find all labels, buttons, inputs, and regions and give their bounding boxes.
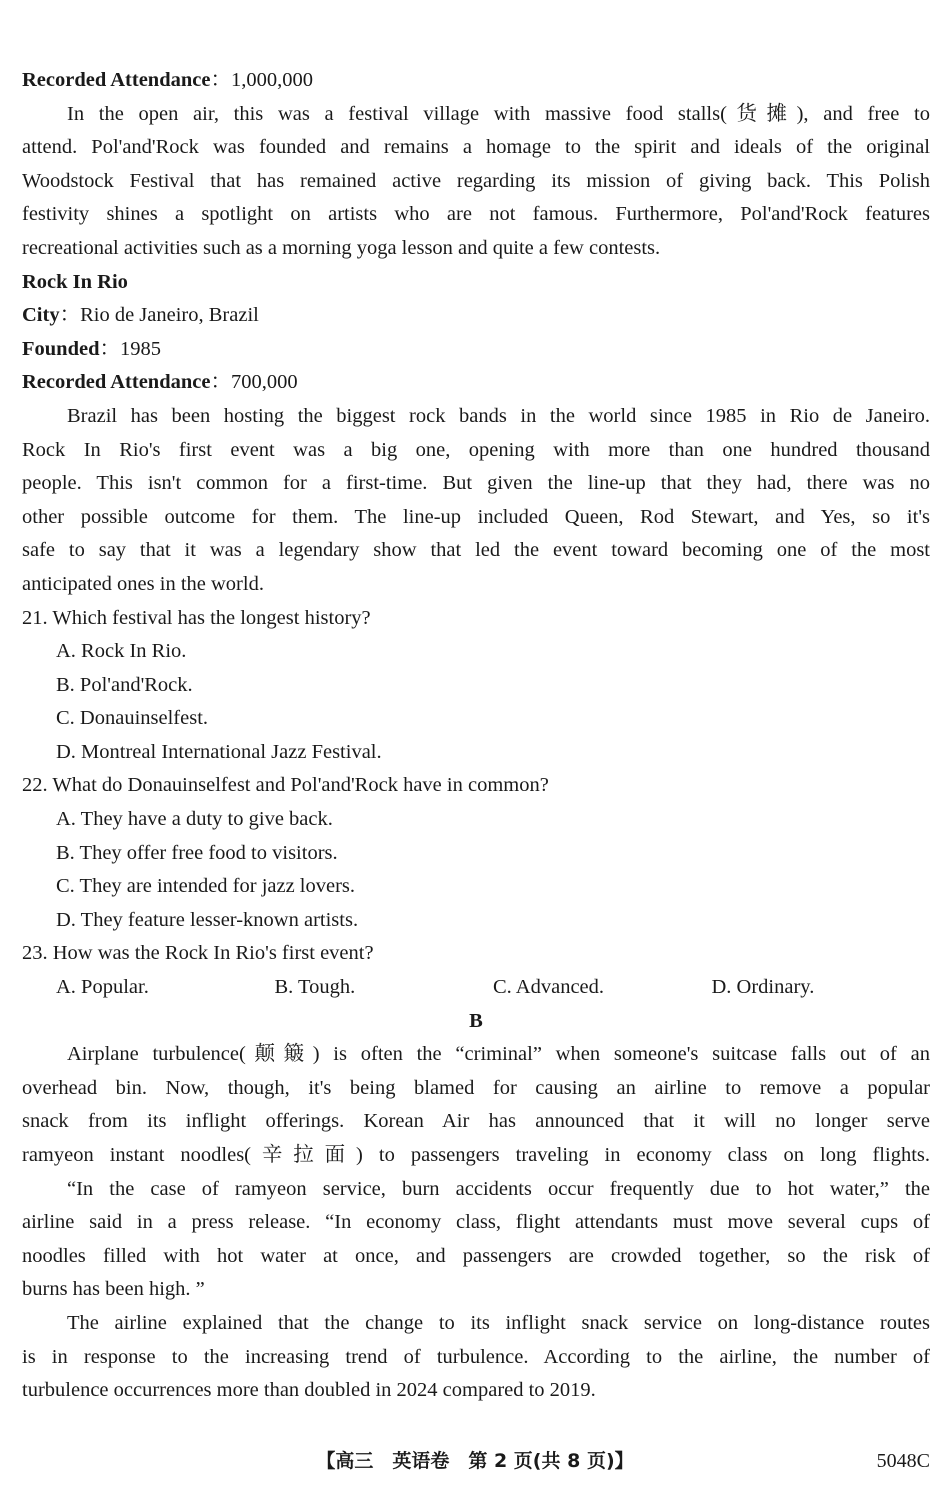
para-line: other possible outcome for them. The line-up included Queen, Rod Stewart, and Yes, so it's — [22, 505, 930, 528]
para-line: In the open air, this was a festival village with massive food stalls(货摊), and free to — [67, 102, 930, 125]
para-line: noodles filled with hot water at once, and passengers are crowded together, so the risk of — [22, 1244, 930, 1267]
city-label: City — [22, 304, 60, 327]
para-line: safe to say that it was a legendary show that led the event toward becoming one of the most — [22, 539, 930, 562]
attendance-label: Recorded Attendance — [22, 69, 211, 91]
para-line: The airline explained that the change to its inflight snack service on long-distance routes — [67, 1311, 930, 1334]
question-22-option-b: B. They offer free food to visitors. — [56, 841, 338, 864]
para-line: recreational activities such as a morning yoga lesson and quite a few contests. — [22, 236, 661, 259]
para-line: “In the case of ramyeon service, burn accidents occur frequently due to hot water,” the — [67, 1177, 930, 1200]
question-23-option-a: A. Popular. — [56, 976, 149, 999]
question-23-option-d: D. Ordinary. — [711, 976, 815, 999]
para-line: is in response to the increasing trend of turbulence. According to the airline, the number of — [22, 1345, 930, 1368]
question-21-option-d: D. Montreal International Jazz Festival. — [56, 740, 382, 763]
question-23-option-c: C. Advanced. — [493, 976, 605, 999]
para-line: ramyeon instant noodles(辛拉面) to passengers traveling in economy class on long flights. — [22, 1144, 930, 1166]
founded-label: Founded — [22, 337, 100, 360]
question-21-option-b: B. Pol'and'Rock. — [56, 673, 193, 696]
colon: ： — [210, 69, 231, 91]
colon: ： — [99, 337, 120, 360]
city-line — [22, 299, 930, 333]
para-line: attend. Pol'and'Rock was founded and remains a homage to the spirit and ideals of the original — [22, 136, 930, 159]
question-21-option-a: A. Rock In Rio. — [56, 640, 187, 663]
para-line: turbulence occurrences more than doubled in 2024 compared to 2019. — [22, 1379, 596, 1402]
para-line: airline said in a press release. “In economy class, flight attendants must move several cups of — [22, 1211, 930, 1234]
colon: ： — [210, 371, 231, 394]
question-23-stem: 23. How was the Rock In Rio's first event? — [22, 942, 374, 965]
question-21-option-c: C. Donauinselfest. — [56, 707, 209, 730]
para-line: burns has been high. ” — [22, 1278, 205, 1301]
question-23-option-b: B. Tough. — [274, 976, 356, 999]
para-line: Woodstock Festival that has remained active regarding its mission of giving back. This Polish — [22, 169, 930, 192]
question-21-stem: 21. Which festival has the longest history? — [22, 606, 371, 629]
attendance-label: Recorded Attendance — [22, 371, 211, 394]
footer-page-info: 【高三 英语卷 第 2 页(共 8 页)】 — [316, 1450, 634, 1472]
para-line: people. This isn't common for a first-time. But given the line-up that they had, there was no — [22, 472, 930, 495]
festival-title: Rock In Rio — [22, 270, 128, 293]
colon: ： — [59, 304, 81, 327]
question-22-stem: 22. What do Donauinselfest and Pol'and'Rock have in common? — [22, 774, 549, 797]
city-value: Rio de Janeiro, Brazil — [80, 304, 259, 327]
para-line: snack from its inflight offerings. Korean Air has announced that it will no longer serve — [22, 1110, 930, 1133]
section-b-heading: B — [469, 1009, 483, 1032]
attendance-value: 700,000 — [230, 371, 298, 394]
para-line: festivity shines a spotlight on artists who are not famous. Furthermore, Pol'and'Rock features — [22, 203, 930, 226]
founded-line — [22, 333, 930, 367]
attendance-value: 1,000,000 — [230, 69, 313, 91]
question-22-option-d: D. They feature lesser-known artists. — [56, 908, 359, 931]
para-line: overhead bin. Now, though, it's being blamed for causing an airline to remove a popular — [22, 1076, 930, 1099]
para-line: Brazil has been hosting the biggest rock bands in the world since 1985 in Rio de Janeiro. — [67, 404, 930, 427]
question-22-option-a: A. They have a duty to give back. — [56, 808, 333, 831]
footer-code: 5048C — [876, 1450, 930, 1472]
para-line: anticipated ones in the world. — [22, 572, 264, 595]
para-line: Airplane turbulence(颠簸) is often the “criminal” when someone's suitcase falls out of an — [67, 1043, 930, 1066]
founded-value: 1985 — [119, 337, 161, 360]
para-line: Rock In Rio's first event was a big one, opening with more than one hundred thousand — [22, 438, 930, 461]
attendance-line-2 — [22, 366, 930, 400]
exam-page — [22, 64, 930, 1408]
question-23-options — [22, 971, 930, 1005]
question-22-option-c: C. They are intended for jazz lovers. — [56, 875, 356, 898]
attendance-line-1 — [22, 64, 930, 98]
